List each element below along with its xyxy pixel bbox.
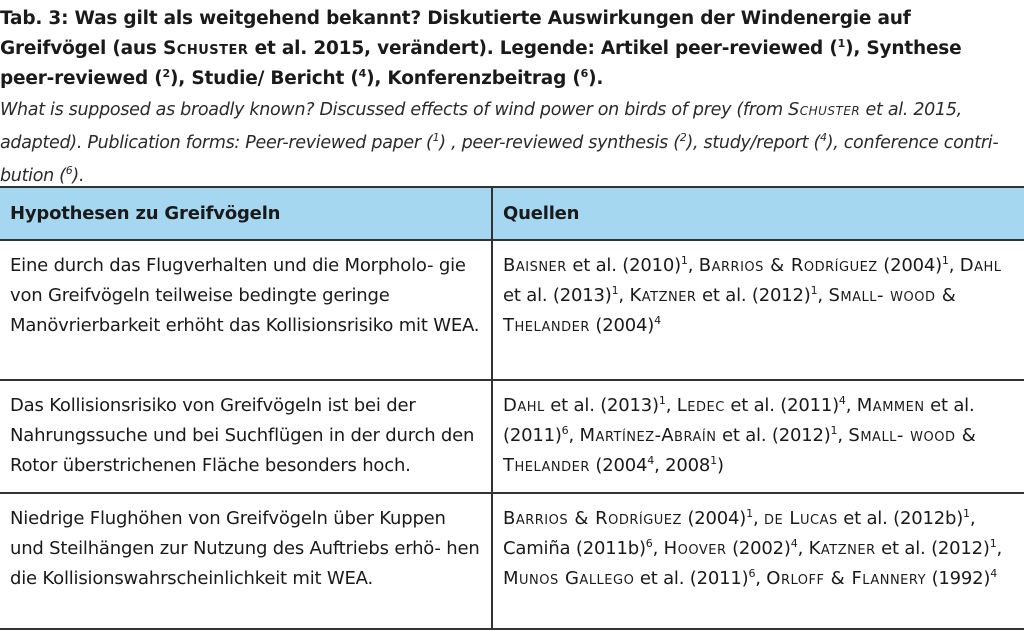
source-citation xyxy=(629,285,828,306)
source-citation xyxy=(699,255,960,276)
source-year: et al. (2013) xyxy=(544,395,659,416)
source-year: Camiña (2011b) xyxy=(503,538,646,559)
source-author: Hoover xyxy=(663,538,727,559)
publication-type-marker: 4 xyxy=(838,394,846,407)
table-header-row xyxy=(0,187,1024,240)
source-year: (2004) xyxy=(589,315,655,336)
source-year: et al. (2012) xyxy=(875,538,990,559)
publication-type-marker: 4 xyxy=(654,314,661,327)
source-separator: , xyxy=(996,538,1003,559)
source-separator: , xyxy=(845,395,857,416)
source-year: (2002) xyxy=(726,538,791,559)
source-separator: , xyxy=(797,538,809,559)
source-year: (2004) xyxy=(877,255,942,276)
table-row xyxy=(0,380,1024,493)
table-row xyxy=(0,240,1024,380)
source-citation xyxy=(503,395,677,416)
hypotheses-table xyxy=(0,186,1024,630)
source-author: Martínez-Abraín xyxy=(579,425,717,446)
publication-type-marker: 1 xyxy=(658,394,666,407)
publication-type-marker: 4 xyxy=(990,567,998,580)
source-year: et al. (2012b) xyxy=(837,508,964,529)
source-separator: , xyxy=(969,508,976,529)
caption-german: Tab. 3: Was gilt als weitgehend bekannt? Diskutierte Auswirkungen der Windenergie auf Greifvögel (aus Schuster et al. 2015, verändert). Legende: Artikel peer-reviewed ($^1$), Synthese peer-reviewed ($^2$), Studie/ Bericht ($^4$), Konferenzbeitrag ($^6$). xyxy=(0,8,962,89)
source-separator: , xyxy=(755,568,767,589)
source-year: et al. (2010) xyxy=(566,255,681,276)
source-author: Barrios & Rodríguez xyxy=(503,508,682,529)
sources-cell xyxy=(492,240,1024,380)
source-year: (2004 xyxy=(589,455,648,476)
source-separator: , 2008 xyxy=(654,455,711,476)
header-sources: Quellen xyxy=(492,187,1024,240)
table-container xyxy=(0,186,1024,630)
source-citation xyxy=(664,538,809,559)
source-citation xyxy=(503,508,764,529)
source-author: Katzner xyxy=(808,538,876,559)
source-author: Katzner xyxy=(629,285,697,306)
source-author: Mammen xyxy=(856,395,925,416)
source-author: Baisner xyxy=(503,255,567,276)
header-hypotheses: Hypothesen zu Greifvögeln xyxy=(0,187,492,240)
publication-type-marker: 1 xyxy=(830,424,838,437)
source-separator: ) xyxy=(716,455,724,476)
source-year: (1992) xyxy=(926,568,991,589)
source-year: et al. (2011) xyxy=(634,568,749,589)
source-citation xyxy=(503,568,766,589)
source-year: et al. (2011) xyxy=(724,395,839,416)
source-separator: , xyxy=(618,285,630,306)
source-citation xyxy=(677,395,857,416)
source-citation xyxy=(766,568,997,589)
source-author: Ledec xyxy=(676,395,725,416)
hypothesis-cell: Niedrige Flughöhen von Greifvögeln über Kuppen und Steilhängen zur Nutzung des Auftriebs erhö- hen die Kollisionswahrscheinlichkeit mit WEA. xyxy=(0,493,492,629)
publication-type-marker: 6 xyxy=(561,424,569,437)
sources-cell xyxy=(492,380,1024,493)
source-year: et al. (2012) xyxy=(716,425,831,446)
source-author: Munos Gallego xyxy=(503,568,635,589)
source-year: et al. (2012) xyxy=(696,285,811,306)
table-caption xyxy=(0,0,1020,193)
source-separator: , xyxy=(837,425,849,446)
source-author: de Lucas xyxy=(763,508,838,529)
publication-type-marker: 1 xyxy=(680,254,688,267)
source-separator: , xyxy=(948,255,960,276)
publication-type-marker: 1 xyxy=(941,254,949,267)
publication-type-marker: 1 xyxy=(611,284,619,297)
source-author: Orloff & Flannery xyxy=(766,568,927,589)
source-citation xyxy=(710,455,724,476)
source-separator: , xyxy=(665,395,677,416)
source-citation xyxy=(809,538,1002,559)
hypothesis-cell: Eine durch das Flugverhalten und die Morpholo- gie von Greifvögeln teilweise bedingte geringe Manövrierbarkeit erhöht das Kollisionsrisiko mit WEA. xyxy=(0,240,492,380)
publication-type-marker: 1 xyxy=(746,507,753,520)
sources-cell xyxy=(492,493,1024,629)
source-author: Dahl xyxy=(959,255,1002,276)
publication-type-marker: 4 xyxy=(647,454,655,467)
source-year: et al. (2011) xyxy=(503,395,975,446)
source-separator: , xyxy=(752,508,764,529)
publication-type-marker: 4 xyxy=(790,537,798,550)
source-separator: , xyxy=(652,538,664,559)
publication-type-marker: 1 xyxy=(710,454,717,467)
source-separator: , xyxy=(817,285,829,306)
hypothesis-cell: Das Kollisionsrisiko von Greifvögeln ist bei der Nahrungssuche und bei Suchflügen in der durch den Rotor überstrichenen Fläche besonders hoch. xyxy=(0,380,492,493)
source-separator: , xyxy=(687,255,699,276)
source-year: et al. (2013) xyxy=(503,285,612,306)
source-author: Barrios & Rodríguez xyxy=(698,255,878,276)
publication-type-marker: 1 xyxy=(963,507,970,520)
source-citation xyxy=(503,255,699,276)
source-year: (2004) xyxy=(681,508,747,529)
publication-type-marker: 6 xyxy=(748,567,756,580)
source-citation xyxy=(580,425,849,446)
caption-english: What is supposed as broadly known? Discussed effects of wind power on birds of prey (from Schuster et al. 2015, adapted). Publication forms: Peer-reviewed paper ($^1$) , peer-reviewed synthesis ($^2$), study/report ($^4$), conference contri- bution ($^6$). xyxy=(0,100,999,186)
source-citation xyxy=(503,538,664,559)
publication-type-marker: 6 xyxy=(645,537,653,550)
source-author: Small- wood & Thelander xyxy=(503,425,977,476)
publication-type-marker: 1 xyxy=(810,284,818,297)
source-author: Dahl xyxy=(503,395,545,416)
source-citation xyxy=(764,508,975,529)
source-author: Small- wood & Thelander xyxy=(503,285,957,336)
table-row xyxy=(0,493,1024,629)
publication-type-marker: 1 xyxy=(989,537,997,550)
source-separator: , xyxy=(568,425,580,446)
